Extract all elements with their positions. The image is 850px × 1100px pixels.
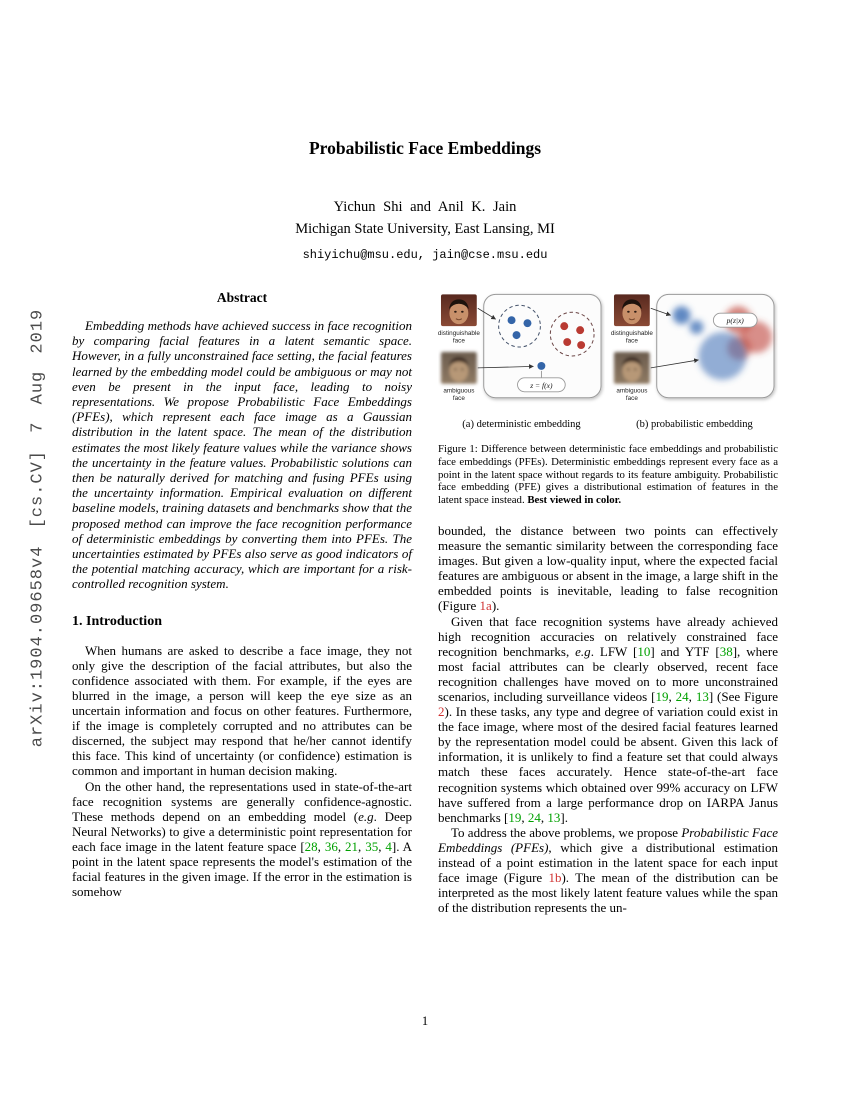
- latent-space-box: [484, 294, 601, 397]
- text-segment: , which give a distributional estimation instead of a point estimation in the latent space for each input face image (Figure: [438, 839, 778, 886]
- ambiguous-face-label-line2: face: [452, 395, 465, 403]
- distinguishable-face-label-line1: distinguishable: [438, 330, 480, 338]
- citation-link[interactable]: 24: [675, 689, 689, 705]
- right-column: [438, 290, 778, 915]
- text-segment: ] (See Figure: [708, 689, 779, 705]
- figure1-caption: [438, 443, 778, 507]
- paper-header: [72, 138, 778, 262]
- figure1-panel-b: [611, 290, 778, 430]
- latent-space-box: [657, 294, 774, 397]
- figure1-panels: [438, 290, 778, 430]
- text-segment: ]. A point in the latent space represents the model's estimation of the facial features in the given image. If the error in the estimation is somehow: [72, 838, 413, 900]
- text-segment: bounded, the distance between two points can effectively measure the semantic similarity between the corresponding face images. But given a low-quality input, where the expected facial features are ambiguous or absent in the image, a large shift in the embedded points is inevitable, leading to false recognition (Figure: [438, 522, 778, 614]
- section-heading-introduction: 1. Introduction: [72, 613, 162, 629]
- text-segment: ,: [668, 689, 676, 705]
- distinguishable-face-label-line2: face: [625, 337, 638, 345]
- text-segment: ).: [491, 598, 500, 614]
- text-segment: ,: [521, 809, 528, 825]
- text-segment: Best viewed in color.: [527, 494, 622, 507]
- author-emails[interactable]: shiyichu@msu.edu, jain@cse.msu.edu: [302, 248, 548, 262]
- red-embedding-point: [563, 338, 571, 346]
- ambiguous-face-image: [614, 352, 650, 384]
- text-segment: e.g: [575, 643, 591, 659]
- figure1-panel-a: [438, 290, 605, 430]
- red-embedding-point: [577, 341, 585, 349]
- text-segment: . Deep Neural Networks) to give a deterministic point representation for each face image in the latent feature space [: [72, 808, 412, 854]
- text-segment: Given that face recognition systems have already achieved high recognition accuracies on relatively constrained face recognition benchmarks,: [438, 613, 778, 659]
- citation-link[interactable]: 36: [324, 838, 338, 854]
- intro-paragraph-1: When humans are asked to describe a face image, they not only give the description of the facial attributes, but also the confidence associated with them. For example, if the eyes are blurred in the image, a person will keep the eye size as an uncertain information and focus on other features. Furthermore, if the image is completely corrupted and no attributes can be discerned, the subject may respond that he/her cannot identify this face. This kind of uncertainty (or confidence) estimation is common and important in human decision making.: [72, 642, 412, 779]
- distribution-label: p(z|x): [726, 316, 744, 326]
- ambiguous-face-label-line1: ambiguous: [616, 387, 648, 395]
- paper-title: Probabilistic Face Embeddings: [308, 138, 542, 158]
- citation-link[interactable]: 19: [508, 809, 522, 825]
- text-segment: . LFW [: [590, 643, 638, 659]
- arxiv-stamp: arXiv:1904.09658v4 [cs.CV] 7 Aug 2019: [28, 308, 48, 748]
- text-segment: Figure 1: Difference between deterministic face embeddings and probabilistic face embeddings (PFEs). Deterministic embeddings represent every face as a point in the latent space without regards to its feature ambiguity. Probabilistic face embedding (PFE) gives a distributional estimation of features in the latent space instead.: [438, 443, 778, 507]
- figure-ref-link[interactable]: 1a: [479, 598, 492, 614]
- text-segment: ,: [378, 838, 386, 854]
- distinguishable-face-image: [441, 294, 477, 326]
- shifted-embedding-point: [537, 362, 545, 370]
- distinguishable-face-image: [614, 294, 650, 326]
- deterministic-embedding-diagram: [438, 290, 605, 414]
- text-segment: e.g: [358, 808, 374, 824]
- figure-1: [438, 290, 778, 507]
- ambiguous-face-label-line2: face: [625, 395, 638, 403]
- paper-affiliation: Michigan State University, East Lansing, MI: [295, 221, 555, 237]
- text-segment: ). The mean of the distribution can be interpreted as the most likely latent feature values while the span of the distribution represents the un-: [438, 870, 778, 916]
- text-segment: ], where most facial attributes can be clearly observed, recent face recognition challenges have moved on to more unconstrained scenarios, including surveillance videos [: [438, 643, 778, 705]
- paper-authors: Yichun Shi and Anil K. Jain: [333, 199, 517, 215]
- blue-embedding-point: [508, 316, 516, 324]
- body-paragraph-bounded: [438, 523, 778, 614]
- body-paragraph-benchmarks: [438, 614, 778, 825]
- citation-link[interactable]: 4: [385, 838, 392, 854]
- distinguishable-face-label-line2: face: [452, 337, 465, 345]
- text-segment: ] and YTF [: [650, 643, 720, 659]
- blue-embedding-point: [523, 319, 531, 327]
- figure-ref-link[interactable]: 1b: [548, 870, 562, 886]
- page-number: 1: [421, 1014, 429, 1028]
- distinguishable-face-label-line1: distinguishable: [611, 330, 653, 338]
- citation-link[interactable]: 19: [655, 689, 669, 705]
- citation-link[interactable]: 10: [637, 643, 651, 659]
- text-segment: On the other hand, the representations used in state-of-the-art face recognition systems are generally confidence-agnostic. These methods depend on an embedding model (: [72, 778, 412, 824]
- citation-link[interactable]: 21: [345, 838, 359, 854]
- citation-link[interactable]: 28: [304, 838, 318, 854]
- body-paragraph-pfe-proposal: [438, 825, 778, 916]
- blue-embedding-point: [513, 331, 521, 339]
- text-segment: To address the above problems, we propose: [451, 824, 682, 840]
- citation-link[interactable]: 35: [365, 838, 379, 854]
- figure1-panel-b-subcaption: (b) probabilistic embedding: [636, 419, 753, 430]
- text-segment: ,: [358, 838, 366, 854]
- citation-link[interactable]: 38: [719, 643, 733, 659]
- text-segment: ). In these tasks, any type and degree of variation could exist in the face image, where most of the desired facial features learned by the representation model could be absent. Given this lack of information, it is unlikely to find a feature set that could always match these faces accurately. Hence state-of-the-art face recognition systems which obtained over 99% accuracy on LFW have suffered from a large performance drop on IARPA Janus benchmarks [: [438, 704, 778, 825]
- text-segment: Probabilistic Face Embeddings (PFEs): [438, 824, 779, 855]
- citation-link[interactable]: 24: [527, 809, 541, 825]
- red-embedding-point: [576, 326, 584, 334]
- abstract-heading: Abstract: [216, 290, 268, 305]
- text-segment: ,: [540, 809, 548, 825]
- figure1-panel-a-subcaption: (a) deterministic embedding: [462, 419, 581, 430]
- abstract-text: Embedding methods have achieved success in face recognition by comparing facial features in a latent semantic space. However, in a fully unconstrained face setting, the facial features learned by the embedding model could be ambiguous or may not even be present in the input face, leading to noisy representations. We propose Probabilistic Face Embeddings (PFEs), which represent each face image as a Gaussian distribution in the latent space. The mean of the distribution estimates the most likely feature values while the variance shows the uncertainty in the feature values. Probabilistic solutions can then be naturally derived for matching and fusing PFEs using the uncertainty information. Empirical evaluation on different baseline models, training datasets and benchmarks show that the proposed method can improve the face recognition performance of deterministic embeddings by converting them into PFEs. The uncertainties estimated by PFEs also serve as good indicators of the potential matching accuracy, which are important for a risk-controlled recognition system.: [72, 318, 412, 592]
- text-segment: ,: [688, 689, 696, 705]
- text-segment: ,: [337, 838, 346, 854]
- left-column: [72, 290, 412, 915]
- citation-link[interactable]: 13: [547, 809, 561, 825]
- text-segment: ].: [560, 809, 568, 825]
- ambiguous-face-image: [441, 352, 477, 384]
- probabilistic-embedding-diagram: [611, 290, 778, 414]
- two-column-body: [72, 290, 778, 915]
- text-segment: ,: [317, 838, 325, 854]
- red-embedding-point: [560, 322, 568, 330]
- citation-link[interactable]: 13: [695, 689, 709, 705]
- ambiguous-face-label-line1: ambiguous: [443, 387, 475, 395]
- intro-paragraph-2: [72, 779, 412, 900]
- figure-ref-link[interactable]: 2: [438, 704, 445, 720]
- embedding-function-label: z = f(x): [530, 380, 553, 390]
